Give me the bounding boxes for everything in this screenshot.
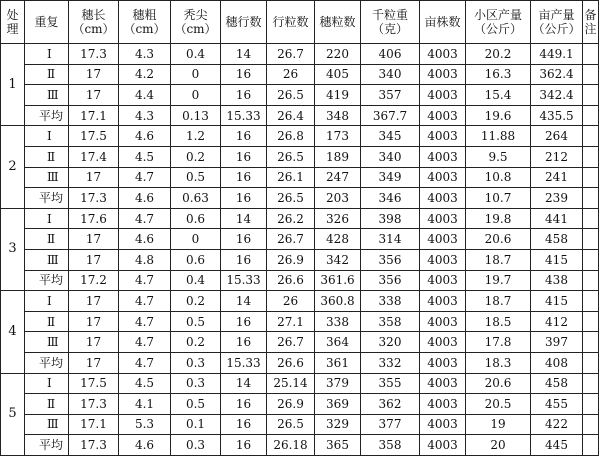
value-cell: 397: [531, 332, 583, 353]
value-cell: 332: [361, 352, 420, 373]
value-cell: 458: [531, 229, 583, 250]
value-cell: 16: [221, 249, 267, 270]
value-cell: 4003: [420, 352, 466, 373]
value-cell: 26.5: [267, 85, 315, 106]
remarks-cell: [583, 332, 599, 353]
value-cell: 441: [531, 208, 583, 229]
replicate-cell: Ⅲ: [25, 167, 69, 188]
value-cell: 220: [315, 44, 361, 65]
value-cell: 4.7: [119, 332, 171, 353]
value-cell: 14: [221, 44, 267, 65]
replicate-cell: Ⅰ: [25, 373, 69, 394]
value-cell: 16: [221, 435, 267, 456]
table-row: [1, 85, 599, 106]
table-row: [1, 332, 599, 353]
value-cell: 361: [315, 352, 361, 373]
value-cell: 16: [221, 188, 267, 209]
value-cell: 19.6: [466, 105, 531, 126]
value-cell: 26.7: [267, 332, 315, 353]
value-cell: 14: [221, 291, 267, 312]
value-cell: 360.8: [315, 291, 361, 312]
value-cell: 4.3: [119, 105, 171, 126]
value-cell: 17.3: [69, 44, 119, 65]
header-row: [1, 1, 599, 44]
value-cell: 4003: [420, 85, 466, 106]
remarks-cell: [583, 291, 599, 312]
value-cell: 26.2: [267, 208, 315, 229]
value-cell: 345: [361, 126, 420, 147]
value-cell: 364: [315, 332, 361, 353]
value-cell: 239: [531, 188, 583, 209]
remarks-cell: [583, 188, 599, 209]
value-cell: 398: [361, 208, 420, 229]
value-cell: 449.1: [531, 44, 583, 65]
remarks-cell: [583, 373, 599, 394]
remarks-cell: [583, 414, 599, 435]
value-cell: 342.4: [531, 85, 583, 106]
remarks-cell: [583, 126, 599, 147]
value-cell: 26.5: [267, 414, 315, 435]
replicate-cell: Ⅰ: [25, 291, 69, 312]
value-cell: 0.4: [171, 270, 221, 291]
table-row: [1, 105, 599, 126]
value-cell: 4003: [420, 188, 466, 209]
value-cell: 16: [221, 146, 267, 167]
table-row: [1, 435, 599, 456]
value-cell: 4003: [420, 332, 466, 353]
value-cell: 4.2: [119, 64, 171, 85]
value-cell: 17.8: [466, 332, 531, 353]
value-cell: 412: [531, 311, 583, 332]
header-cell: 千粒重（克）: [361, 1, 420, 44]
table-row: [1, 167, 599, 188]
remarks-cell: [583, 394, 599, 415]
value-cell: 26.6: [267, 270, 315, 291]
value-cell: 20.5: [466, 394, 531, 415]
value-cell: 4.8: [119, 249, 171, 270]
replicate-cell: Ⅱ: [25, 311, 69, 332]
value-cell: 26.4: [267, 105, 315, 126]
value-cell: 4003: [420, 229, 466, 250]
value-cell: 20.2: [466, 44, 531, 65]
value-cell: 264: [531, 126, 583, 147]
table-row: [1, 414, 599, 435]
header-cell: 穗粗（cm）: [119, 1, 171, 44]
header-cell: 秃尖（cm）: [171, 1, 221, 44]
value-cell: 26.5: [267, 188, 315, 209]
value-cell: 4003: [420, 291, 466, 312]
value-cell: 377: [361, 414, 420, 435]
value-cell: 4.3: [119, 44, 171, 65]
header-cell: 亩株数: [420, 1, 466, 44]
value-cell: 4003: [420, 208, 466, 229]
value-cell: 14: [221, 208, 267, 229]
value-cell: 17: [69, 85, 119, 106]
value-cell: 26: [267, 291, 315, 312]
value-cell: 16: [221, 332, 267, 353]
value-cell: 4003: [420, 373, 466, 394]
value-cell: 4003: [420, 249, 466, 270]
value-cell: 4.7: [119, 352, 171, 373]
value-cell: 20.6: [466, 229, 531, 250]
value-cell: 348: [315, 105, 361, 126]
replicate-cell: Ⅲ: [25, 414, 69, 435]
value-cell: 0: [171, 229, 221, 250]
value-cell: 17.4: [69, 146, 119, 167]
value-cell: 18.5: [466, 311, 531, 332]
value-cell: 0.63: [171, 188, 221, 209]
value-cell: 346: [361, 188, 420, 209]
value-cell: 4003: [420, 126, 466, 147]
table-row: [1, 126, 599, 147]
value-cell: 0.2: [171, 332, 221, 353]
value-cell: 247: [315, 167, 361, 188]
value-cell: 4003: [420, 270, 466, 291]
replicate-cell: Ⅲ: [25, 249, 69, 270]
value-cell: 4.6: [119, 435, 171, 456]
value-cell: 4.4: [119, 85, 171, 106]
header-cell: 穗行数: [221, 1, 267, 44]
remarks-cell: [583, 105, 599, 126]
table-row: [1, 270, 599, 291]
header-cell: 备注: [583, 1, 599, 44]
value-cell: 10.8: [466, 167, 531, 188]
remarks-cell: [583, 311, 599, 332]
remarks-cell: [583, 146, 599, 167]
value-cell: 320: [361, 332, 420, 353]
value-cell: 406: [361, 44, 420, 65]
treatment-cell: 5: [1, 373, 25, 455]
replicate-cell: Ⅱ: [25, 229, 69, 250]
value-cell: 356: [361, 249, 420, 270]
remarks-cell: [583, 44, 599, 65]
value-cell: 0.3: [171, 373, 221, 394]
value-cell: 340: [361, 64, 420, 85]
value-cell: 379: [315, 373, 361, 394]
value-cell: 5.3: [119, 414, 171, 435]
table-row: [1, 188, 599, 209]
value-cell: 349: [361, 167, 420, 188]
table-body: [1, 44, 599, 456]
treatment-cell: 2: [1, 126, 25, 208]
table-row: [1, 64, 599, 85]
replicate-cell: 平均: [25, 435, 69, 456]
value-cell: 18.7: [466, 291, 531, 312]
value-cell: 16: [221, 167, 267, 188]
value-cell: 17.1: [69, 414, 119, 435]
value-cell: 428: [315, 229, 361, 250]
replicate-cell: 平均: [25, 105, 69, 126]
value-cell: 4.7: [119, 167, 171, 188]
value-cell: 17.3: [69, 188, 119, 209]
value-cell: 4003: [420, 435, 466, 456]
value-cell: 17: [69, 167, 119, 188]
value-cell: 342: [315, 249, 361, 270]
value-cell: 4.1: [119, 394, 171, 415]
value-cell: 369: [315, 394, 361, 415]
value-cell: 435.5: [531, 105, 583, 126]
value-cell: 338: [315, 311, 361, 332]
remarks-cell: [583, 249, 599, 270]
value-cell: 14: [221, 373, 267, 394]
value-cell: 1.2: [171, 126, 221, 147]
value-cell: 0.5: [171, 311, 221, 332]
value-cell: 17: [69, 332, 119, 353]
value-cell: 17: [69, 311, 119, 332]
replicate-cell: Ⅰ: [25, 126, 69, 147]
value-cell: 26.18: [267, 435, 315, 456]
value-cell: 26.9: [267, 394, 315, 415]
value-cell: 340: [361, 146, 420, 167]
replicate-cell: 平均: [25, 188, 69, 209]
value-cell: 9.5: [466, 146, 531, 167]
header-cell: 处理: [1, 1, 25, 44]
header-cell: 重复: [25, 1, 69, 44]
value-cell: 357: [361, 85, 420, 106]
value-cell: 4.7: [119, 311, 171, 332]
value-cell: 20.6: [466, 373, 531, 394]
value-cell: 0.6: [171, 249, 221, 270]
value-cell: 19.7: [466, 270, 531, 291]
table-row: [1, 44, 599, 65]
value-cell: 4003: [420, 311, 466, 332]
value-cell: 17: [69, 249, 119, 270]
remarks-cell: [583, 352, 599, 373]
header-cell: 小区产量（公斤）: [466, 1, 531, 44]
treatment-cell: 4: [1, 291, 25, 373]
value-cell: 4.7: [119, 291, 171, 312]
value-cell: 4.6: [119, 229, 171, 250]
value-cell: 17: [69, 229, 119, 250]
value-cell: 4.6: [119, 188, 171, 209]
value-cell: 16.3: [466, 64, 531, 85]
value-cell: 0.5: [171, 394, 221, 415]
value-cell: 458: [531, 373, 583, 394]
replicate-cell: 平均: [25, 352, 69, 373]
value-cell: 4.6: [119, 126, 171, 147]
value-cell: 367.7: [361, 105, 420, 126]
value-cell: 0.2: [171, 291, 221, 312]
value-cell: 358: [361, 435, 420, 456]
value-cell: 26.7: [267, 44, 315, 65]
value-cell: 10.7: [466, 188, 531, 209]
header-cell: 穗长（cm）: [69, 1, 119, 44]
value-cell: 17.1: [69, 105, 119, 126]
value-cell: 16: [221, 311, 267, 332]
value-cell: 11.88: [466, 126, 531, 147]
value-cell: 0.3: [171, 435, 221, 456]
remarks-cell: [583, 435, 599, 456]
remarks-cell: [583, 167, 599, 188]
value-cell: 0.6: [171, 208, 221, 229]
value-cell: 0.3: [171, 352, 221, 373]
value-cell: 0.1: [171, 414, 221, 435]
value-cell: 17.3: [69, 394, 119, 415]
replicate-cell: Ⅲ: [25, 85, 69, 106]
value-cell: 4003: [420, 105, 466, 126]
value-cell: 17.2: [69, 270, 119, 291]
value-cell: 26.1: [267, 167, 315, 188]
remarks-cell: [583, 270, 599, 291]
treatment-cell: 3: [1, 208, 25, 290]
value-cell: 19.8: [466, 208, 531, 229]
value-cell: 362.4: [531, 64, 583, 85]
value-cell: 15.4: [466, 85, 531, 106]
remarks-cell: [583, 229, 599, 250]
value-cell: 4003: [420, 167, 466, 188]
table-row: [1, 208, 599, 229]
value-cell: 203: [315, 188, 361, 209]
value-cell: 4.5: [119, 146, 171, 167]
table-row: [1, 352, 599, 373]
value-cell: 173: [315, 126, 361, 147]
value-cell: 0: [171, 85, 221, 106]
value-cell: 438: [531, 270, 583, 291]
value-cell: 329: [315, 414, 361, 435]
value-cell: 314: [361, 229, 420, 250]
replicate-cell: Ⅰ: [25, 44, 69, 65]
value-cell: 26: [267, 64, 315, 85]
value-cell: 358: [361, 311, 420, 332]
value-cell: 419: [315, 85, 361, 106]
value-cell: 0.13: [171, 105, 221, 126]
value-cell: 212: [531, 146, 583, 167]
value-cell: 17: [69, 352, 119, 373]
header-cell: 行粒数: [267, 1, 315, 44]
value-cell: 326: [315, 208, 361, 229]
value-cell: 26.9: [267, 249, 315, 270]
value-cell: 16: [221, 126, 267, 147]
value-cell: 15.33: [221, 270, 267, 291]
value-cell: 19: [466, 414, 531, 435]
value-cell: 338: [361, 291, 420, 312]
value-cell: 17.5: [69, 373, 119, 394]
table-row: [1, 311, 599, 332]
header-cell: 亩产量（公斤）: [531, 1, 583, 44]
value-cell: 365: [315, 435, 361, 456]
value-cell: 4003: [420, 146, 466, 167]
value-cell: 16: [221, 414, 267, 435]
value-cell: 26.6: [267, 352, 315, 373]
value-cell: 18.7: [466, 249, 531, 270]
value-cell: 17: [69, 291, 119, 312]
value-cell: 415: [531, 291, 583, 312]
value-cell: 4003: [420, 414, 466, 435]
value-cell: 408: [531, 352, 583, 373]
value-cell: 17: [69, 64, 119, 85]
value-cell: 0.4: [171, 44, 221, 65]
table-row: [1, 373, 599, 394]
value-cell: 17.5: [69, 126, 119, 147]
replicate-cell: Ⅱ: [25, 146, 69, 167]
replicate-cell: 平均: [25, 270, 69, 291]
value-cell: 405: [315, 64, 361, 85]
value-cell: 445: [531, 435, 583, 456]
value-cell: 241: [531, 167, 583, 188]
value-cell: 26.7: [267, 229, 315, 250]
replicate-cell: Ⅲ: [25, 332, 69, 353]
value-cell: 17.3: [69, 435, 119, 456]
value-cell: 361.6: [315, 270, 361, 291]
table-row: [1, 229, 599, 250]
value-cell: 4003: [420, 64, 466, 85]
value-cell: 362: [361, 394, 420, 415]
table-row: [1, 394, 599, 415]
replicate-cell: Ⅱ: [25, 394, 69, 415]
value-cell: 16: [221, 85, 267, 106]
remarks-cell: [583, 85, 599, 106]
value-cell: 16: [221, 64, 267, 85]
value-cell: 26.8: [267, 126, 315, 147]
value-cell: 4003: [420, 44, 466, 65]
value-cell: 25.14: [267, 373, 315, 394]
remarks-cell: [583, 64, 599, 85]
value-cell: 415: [531, 249, 583, 270]
value-cell: 17.6: [69, 208, 119, 229]
value-cell: 4.7: [119, 270, 171, 291]
value-cell: 4.5: [119, 373, 171, 394]
table-row: [1, 146, 599, 167]
value-cell: 20: [466, 435, 531, 456]
value-cell: 15.33: [221, 105, 267, 126]
treatment-cell: 1: [1, 44, 25, 126]
replicate-cell: Ⅱ: [25, 64, 69, 85]
value-cell: 0: [171, 64, 221, 85]
value-cell: 18.3: [466, 352, 531, 373]
table-row: [1, 291, 599, 312]
value-cell: 189: [315, 146, 361, 167]
remarks-cell: [583, 208, 599, 229]
value-cell: 0.2: [171, 146, 221, 167]
value-cell: 16: [221, 229, 267, 250]
value-cell: 422: [531, 414, 583, 435]
value-cell: 27.1: [267, 311, 315, 332]
header-cell: 穗粒数: [315, 1, 361, 44]
value-cell: 356: [361, 270, 420, 291]
value-cell: 355: [361, 373, 420, 394]
value-cell: 26.5: [267, 146, 315, 167]
value-cell: 4.7: [119, 208, 171, 229]
value-cell: 0.5: [171, 167, 221, 188]
value-cell: 4003: [420, 394, 466, 415]
table-row: [1, 249, 599, 270]
replicate-cell: Ⅰ: [25, 208, 69, 229]
value-cell: 16: [221, 394, 267, 415]
value-cell: 455: [531, 394, 583, 415]
value-cell: 15.33: [221, 352, 267, 373]
